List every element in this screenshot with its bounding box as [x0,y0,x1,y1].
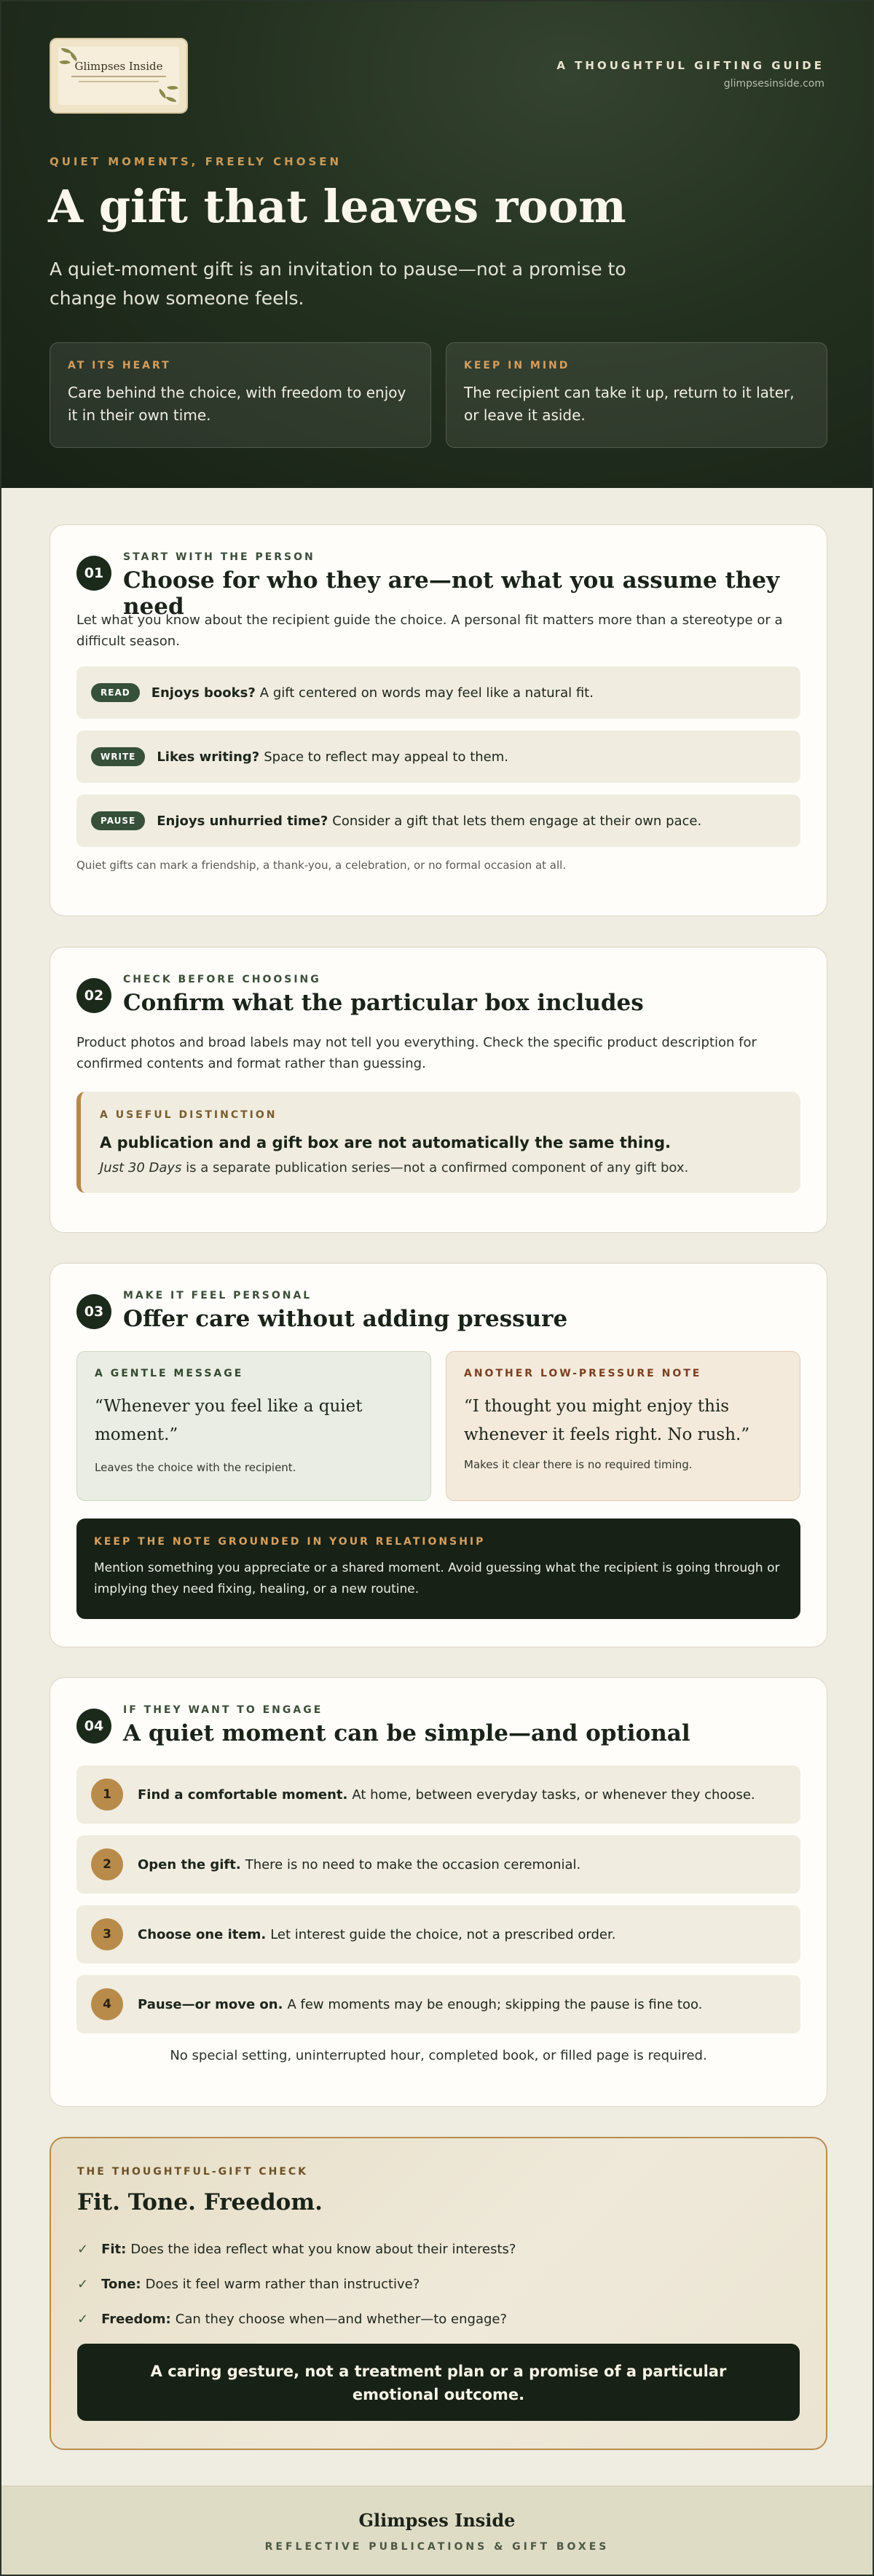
callout-heading: A publication and a gift box are not automatically the same thing. [100,1134,671,1151]
step-number: 2 [91,1848,123,1880]
check-item-fit [77,2232,800,2266]
section-number-badge: 01 [76,556,111,591]
brand-logo[interactable] [50,38,188,114]
check-label: THE THOUGHTFUL-GIFT CHECK [77,2166,309,2178]
tag-pill: WRITE [91,747,145,766]
section-header [76,974,800,1017]
footer-brand[interactable]: Glimpses Inside [358,2510,516,2531]
relationship-note [76,1519,800,1619]
section-header [76,1704,800,1748]
section-kicker: IF THEY WANT TO ENGAGE [123,1704,323,1716]
hero-card-mind [446,342,827,448]
section-intro: Let what you know about the recipient guide the choice. A personal fit matters more than a stereotype or a difficult season. [76,613,783,649]
section-check-before-choosing [50,947,827,1233]
note-text: Mention something you appreciate or a shared moment. Avoid guessing what the recipient is going through or implying they need fixing, healing, or a new routine. [94,1561,780,1596]
section-kicker: MAKE IT FEEL PERSONAL [123,1290,312,1301]
logo-rule [79,81,159,82]
item-text: Space to reflect may appeal to them. [264,749,509,765]
step-text: At home, between everyday tasks, or whenever they choose. [352,1787,755,1803]
low-pressure-note-card [446,1351,800,1501]
section-number-badge: 04 [76,1709,111,1744]
card-quote: “I thought you might enjoy this whenever it feels right. No rush.” [464,1397,750,1444]
step-bold: Find a comfortable moment. [138,1787,348,1803]
card-label: A GENTLE MESSAGE [95,1368,244,1379]
card-quote: “Whenever you feel like a quiet moment.” [95,1397,363,1444]
step-item [76,1835,800,1894]
hero-card-label: AT ITS HEART [68,360,171,371]
check-item-bold: Freedom: [101,2311,171,2327]
interest-list [76,666,800,847]
note-label: KEEP THE NOTE GROUNDED IN YOUR RELATIONSHIP [94,1536,486,1548]
callout-label: A USEFUL DISTINCTION [100,1109,277,1121]
step-text: There is no need to make the occasion ceremonial. [245,1856,581,1872]
tag-pill: READ [91,683,140,702]
step-bold: Open the gift. [138,1856,241,1872]
thoughtful-gift-check [50,2137,827,2450]
check-item-tone [77,2266,800,2301]
hero-cards [50,342,827,448]
section-note: No special setting, uninterrupted hour, completed book, or filled page is required. [170,2048,707,2063]
check-item-text: Can they choose when—and whether—to engage? [175,2311,508,2327]
steps-list [76,1765,800,2033]
check-list [77,2232,800,2336]
hero-card-text: Care behind the choice, with freedom to enjoy it in their own time. [68,384,406,424]
section-kicker: CHECK BEFORE CHOOSING [123,974,321,985]
check-title: Fit. Tone. Freedom. [77,2189,323,2215]
card-note: Makes it clear there is no required timing. [464,1458,693,1471]
step-bold: Choose one item. [138,1926,267,1942]
step-item [76,1765,800,1824]
section-number-badge: 03 [76,1294,111,1329]
section-number-badge: 02 [76,978,111,1013]
check-item-bold: Fit: [101,2241,127,2257]
card-note: Leaves the choice with the recipient. [95,1461,296,1474]
section-intro: Product photos and broad labels may not tell you everything. Check the specific product description for confirmed contents and format rather than guessing. [76,1035,757,1071]
hero-lede: A quiet-moment gift is an invitation to pause—not a promise to change how someone feels. [50,259,626,309]
hero-eyebrow: QUIET MOMENTS, FREELY CHOSEN [50,155,342,168]
step-text: Let interest guide the choice, not a prescribed order. [270,1926,616,1942]
section-make-it-personal [50,1263,827,1647]
step-bold: Pause—or move on. [138,1996,283,2012]
list-item [76,730,800,783]
footer [1,2486,873,2576]
page-title: A gift that leaves room [48,180,626,233]
distinction-callout [76,1092,800,1193]
guide-label: A THOUGHTFUL GIFTING GUIDE [556,59,824,72]
section-if-they-engage [50,1677,827,2107]
check-mark-icon: ✓ [77,2241,89,2257]
message-cards [76,1351,800,1501]
item-bold: Enjoys books? [151,685,256,701]
gentle-message-card [76,1351,431,1501]
section-header [76,551,800,620]
card-label: ANOTHER LOW-PRESSURE NOTE [464,1368,702,1379]
tag-pill: PAUSE [91,811,145,830]
logo-text: Glimpses Inside [74,60,163,73]
check-mark-icon: ✓ [77,2276,89,2292]
item-text: A gift centered on words may feel like a natural fit. [259,685,594,701]
check-item-freedom [77,2301,800,2336]
check-item-bold: Tone: [101,2276,141,2292]
step-item [76,1975,800,2033]
publication-title: Just 30 Days [100,1160,182,1175]
footer-tagline: REFLECTIVE PUBLICATIONS & GIFT BOXES [264,2541,610,2553]
section-header [76,1290,800,1334]
section-note: Quiet gifts can mark a friendship, a thank-you, a celebration, or no formal occasion at all. [76,859,567,872]
step-number: 4 [91,1988,123,2020]
hero [1,1,873,488]
step-number: 3 [91,1918,123,1950]
section-kicker: START WITH THE PERSON [123,551,315,563]
section-start-with-person [50,524,827,916]
check-item-text: Does the idea reflect what you know about their interests? [130,2241,516,2257]
item-text: Consider a gift that lets them engage at their own pace. [332,813,702,829]
guide-url-link[interactable]: glimpsesinside.com [723,78,824,90]
section-title: Offer care without adding pressure [123,1306,568,1332]
hero-card-label: KEEP IN MIND [464,360,570,371]
hero-card-heart [50,342,431,448]
section-title: A quiet moment can be simple—and optional [123,1720,690,1746]
list-item [76,666,800,719]
step-item [76,1905,800,1963]
callout-detail: is a separate publication series—not a confirmed component of any gift box. [181,1160,689,1175]
section-title: Confirm what the particular box includes [123,990,644,1016]
step-number: 1 [91,1779,123,1811]
callout-text [100,1160,782,1175]
section-title: Choose for who they are—not what you assume they need [123,567,780,620]
item-bold: Likes writing? [157,749,260,765]
check-mark-icon: ✓ [77,2311,89,2327]
item-bold: Enjoys unhurried time? [157,813,328,829]
check-item-text: Does it feel warm rather than instructive? [145,2276,420,2292]
hero-card-text: The recipient can take it up, return to it later, or leave it aside. [464,384,795,424]
logo-rule [71,76,166,77]
list-item [76,795,800,847]
step-text: A few moments may be enough; skipping the pause is fine too. [287,1996,703,2012]
check-banner: A caring gesture, not a treatment plan or a promise of a particular emotional outcome. [77,2344,800,2421]
